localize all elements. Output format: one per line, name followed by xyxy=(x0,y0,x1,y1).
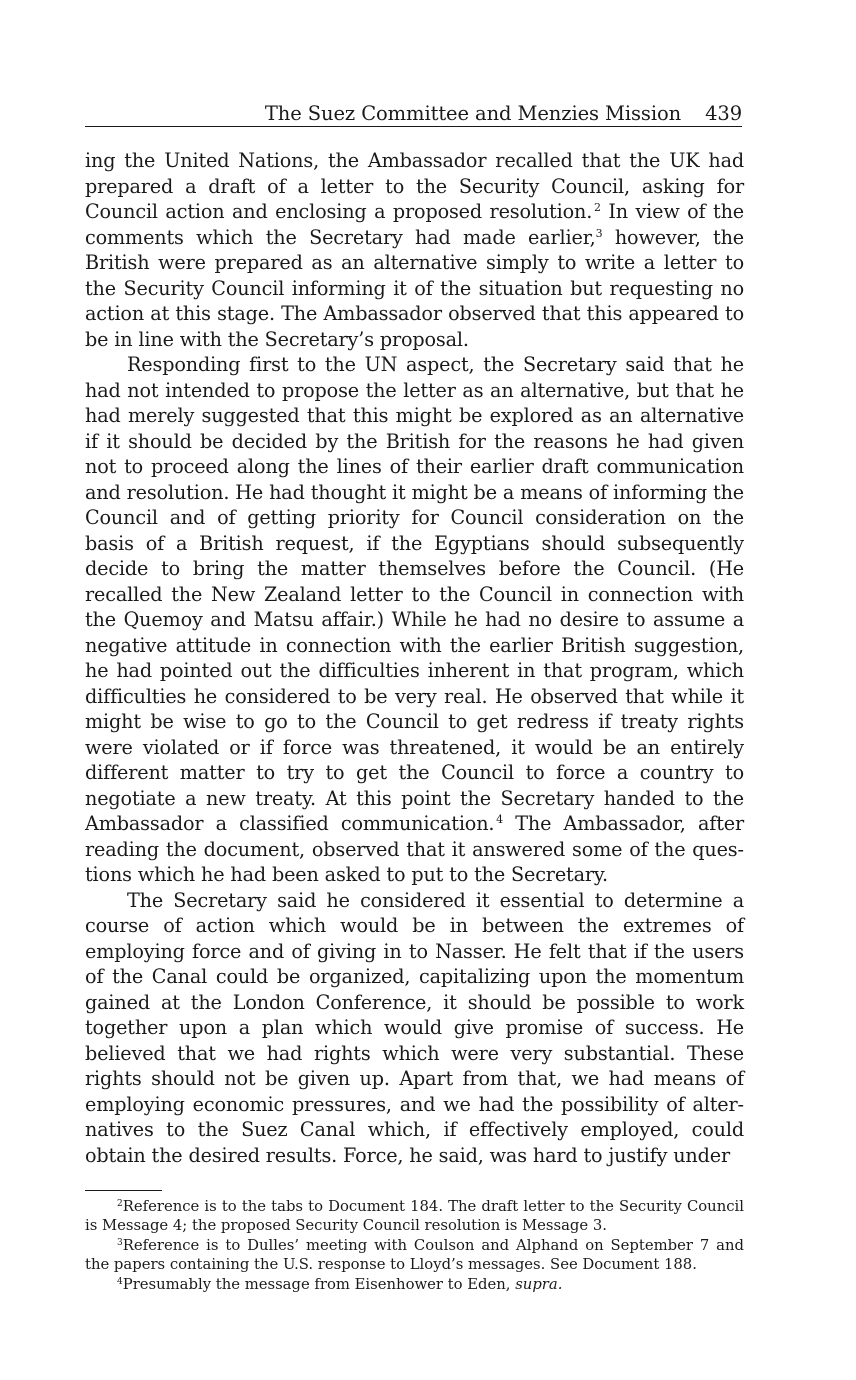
paragraph-text: Responding first to the UN aspect, the Secretary said that he had not intended to propose the letter as an alternative, but that he had merely suggested that this might be explored as an alternative if it should be decided by the British for the reasons he had given not to proceed along the lines of their earlier draft communication and resolution. He had thought it might be a means of informing the Council and of getting priority for Council consideration on the basis of a British request, if the Egyptians should subsequently decide to bring the matter themselves before the Council. (He recalled the New Zealand letter to the Council in connection with the Quemoy and Matsu affair.) While he had no desire to assume a negative attitude in connection with the earlier British suggestion, he had pointed out the difficulties inherent in that program, which difficulties he considered to be very real. He observed that while it might be wise to go to the Council to get redress if treaty rights were violated or if force was threatened, it would be an entirely different matter to try to get the Council to force a country to negotiate a new treaty. At this point the Secretary handed to the Ambassador a classified communication. xyxy=(85,353,744,835)
paragraph-text: ing the United Nations, the Ambassador recalled that the UK had prepared a draft of a letter to the Security Council, asking for Council action and enclosing a proposed resolution. xyxy=(85,149,744,223)
footnotes xyxy=(85,1197,744,1294)
paragraph-text: The Ambassador, after reading the document, observed that it answered some of the questions which he had been asked to put to the Secretary. xyxy=(85,812,744,886)
running-title: The Suez Committee and Menzies Mission xyxy=(264,102,682,125)
body-text xyxy=(85,148,744,1168)
footnote-marker: 2 xyxy=(117,1199,123,1209)
footnote-ref: 4 xyxy=(496,813,503,826)
footnote xyxy=(85,1197,744,1236)
footnote-text: Reference is to Dulles’ meeting with Coulson and Alphand on September 7 and the papers containing the U.S. response to Lloyd’s messages. See Document 188. xyxy=(85,1236,744,1274)
paragraph xyxy=(85,352,744,888)
paragraph xyxy=(85,148,744,352)
paragraph xyxy=(85,888,744,1169)
footnote-rule xyxy=(85,1190,162,1191)
footnote-text: Presumably the message from Eisenhower to Eden, xyxy=(122,1275,516,1293)
footnote-ref: 3 xyxy=(595,226,603,240)
page-number: 439 xyxy=(705,102,742,125)
footnote-italic: supra. xyxy=(515,1275,563,1293)
paragraph-text: however, the British were prepared as an alternative simply to write a letter to the Security Council informing it of the situation but requesting no action at this stage. The Ambassador observed that this appeared to be in line with the Secretary’s proposal. xyxy=(85,225,745,351)
footnote-marker: 4 xyxy=(117,1276,123,1287)
footnote-text: Reference is to the tabs to Document 184. The draft letter to the Security Council is Message 4; the proposed Security Council resolution is Message 3. xyxy=(85,1198,744,1235)
footnote xyxy=(85,1275,744,1294)
footnote-marker: 3 xyxy=(117,1237,123,1248)
paragraph-text: The Secretary said he considered it essential to determine a course of action which would be in between the extremes of employing force and of giving in to Nasser. He felt that if the users of the Canal could be organized, capitalizing upon the momentum gained at the London Conference, it should be possible to work together upon a plan which would give promise of success. He believed that we had rights which were very substantial. These rights should not be given up. Apart from that, we had means of employing economic pressures, and we had the possibility of alternatives to the Suez Canal which, if effectively employed, could obtain the desired results. Force, he said, was hard to justify under xyxy=(85,888,744,1167)
running-head xyxy=(85,102,742,127)
footnote-ref: 2 xyxy=(593,201,601,214)
footnote xyxy=(85,1236,744,1275)
paragraph-text: In view of the comments which the Secretary had made earlier, xyxy=(85,200,744,249)
